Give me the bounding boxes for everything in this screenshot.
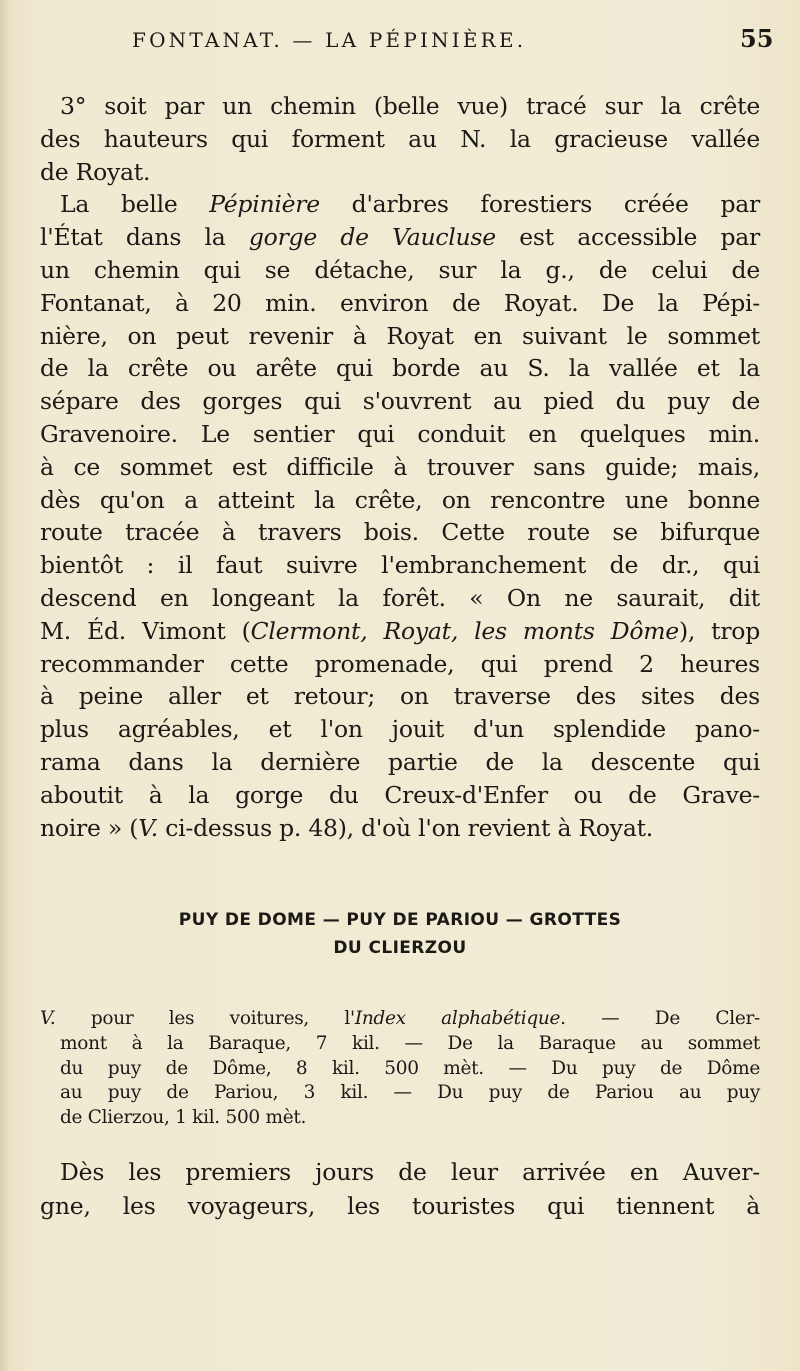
- text-line: noire » (V. ci-dessus p. 48), d'où l'on revient à Royat.: [40, 813, 653, 842]
- text-line: dès qu'on a atteint la crête, on rencontre une bonne: [40, 485, 760, 514]
- text-line: M. Éd. Vimont (Clermont, Royat, les monts Dôme), trop: [40, 616, 760, 645]
- text-line: Fontanat, à 20 min. environ de Royat. De la Pépi-: [40, 288, 760, 317]
- note-line: de Clierzou, 1 kil. 500 mèt.: [60, 1107, 307, 1129]
- note-line: du puy de Dôme, 8 kil. 500 mèt. — Du puy de Dôme: [60, 1057, 760, 1079]
- text-line: 3° soit par un chemin (belle vue) tracé sur la crête: [60, 92, 760, 120]
- text-line: bientôt : il faut suivre l'embranchement de dr., qui: [40, 551, 760, 580]
- text-line: Gravenoire. Le sentier qui conduit en quelques min.: [40, 419, 760, 448]
- text-line: plus agréables, et l'on jouit d'un splendide pano-: [40, 715, 760, 744]
- text-line: sépare des gorges qui s'ouvrent au pied du puy de: [40, 387, 760, 416]
- text-line: de Royat.: [40, 157, 151, 186]
- text-line: aboutit à la gorge du Creux-d'Enfer ou de Grave-: [40, 780, 760, 809]
- text-line: Dès les premiers jours de leur arrivée en Auver-: [60, 1158, 760, 1186]
- text-line: à peine aller et retour; on traverse des sites des: [40, 682, 760, 711]
- text-line: un chemin qui se détache, sur la g., de celui de: [40, 255, 760, 284]
- small-print-note: [40, 1007, 760, 1131]
- note-line: au puy de Pariou, 3 kil. — Du puy de Pariou au puy: [60, 1082, 760, 1104]
- running-head: FONTANAT. — LA PÉPINIÈRE.: [132, 28, 527, 52]
- section-heading-continued: DU CLIERZOU: [333, 938, 467, 958]
- text-line: de la crête ou arête qui borde au S. la vallée et la: [40, 354, 760, 383]
- page-binding-shadow: [0, 0, 10, 1371]
- body-paragraphs: [40, 90, 760, 844]
- text-line: l'État dans la gorge de Vaucluse est accessible par: [40, 223, 761, 252]
- text-line: gne, les voyageurs, les touristes qui tiennent à: [40, 1191, 760, 1220]
- text-line: nière, on peut revenir à Royat en suivant le sommet: [40, 321, 760, 350]
- note-line: mont à la Baraque, 7 kil. — De la Baraque au sommet: [60, 1032, 760, 1054]
- text-line: descend en longeant la forêt. « On ne saurait, dit: [40, 583, 760, 612]
- text-line: La belle Pépinière d'arbres forestiers créée par: [60, 190, 760, 219]
- text-line: des hauteurs qui forment au N. la gracieuse vallée: [40, 124, 760, 153]
- section-heading: PUY DE DOME — PUY DE PARIOU — GROTTES: [178, 910, 622, 930]
- note-line: V. pour les voitures, l'Index alphabétique. — De Cler-: [40, 1008, 760, 1029]
- page-number: 55: [740, 24, 774, 53]
- text-line: recommander cette promenade, qui prend 2 heures: [40, 649, 760, 678]
- text-line: à ce sommet est difficile à trouver sans guide; mais,: [40, 452, 760, 481]
- text-line: rama dans la dernière partie de la descente qui: [40, 747, 760, 776]
- text-line: route tracée à travers bois. Cette route se bifurque: [40, 518, 760, 547]
- closing-paragraph: [40, 1156, 760, 1223]
